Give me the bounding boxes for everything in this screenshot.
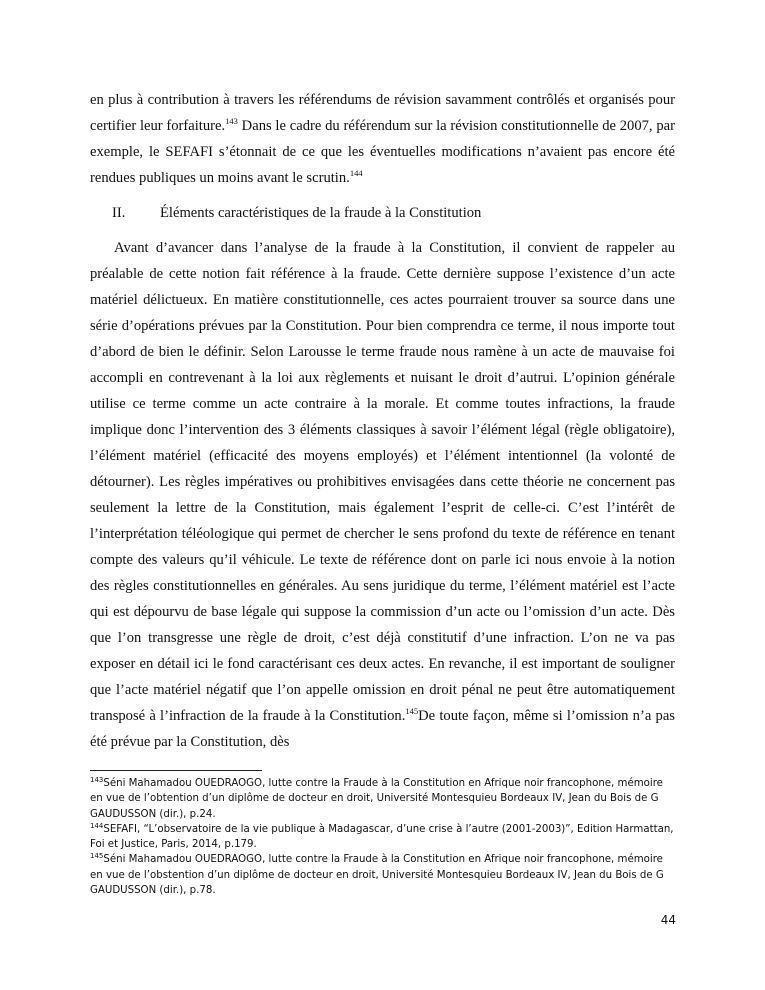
paragraph-text: De toute façon, même si l’omission n’a pas été prévue par la Constitution, dès	[90, 708, 675, 750]
footnote-ref-143[interactable]: 143	[225, 116, 238, 126]
footnote-number: 144	[90, 821, 104, 830]
footnote-text: Séni Mahamadou OUEDRAOGO, lutte contre la Fraude à la Constitution en Afrique noir francophone, mémoire en vue de l’obtention d’un diplôme de docteur en droit, Université Montesquieu Bordeaux IV, Jean du Bois de G GAUDUSSON (dir.), p.24.	[90, 778, 663, 820]
footnote-separator	[90, 770, 262, 771]
footnote	[90, 852, 675, 898]
paragraph-text: en plus à contribution à travers les référendums de révision savamment contrôlés et organisés pour certifier leur forfaiture.	[90, 92, 675, 134]
footnote-text: Séni Mahamadou OUEDRAOGO, lutte contre la Fraude à la Constitution en Afrique noir francophone, mémoire en vue de l’obstention d’un diplôme de docteur en droit, Université Montesquieu Bordeaux IV, Jean du Bois de G GAUDUSSON (dir.), p.78.	[90, 854, 664, 897]
paragraph-text: Dans le cadre du référendum sur la révision constitutionnelle de 2007, par exemple, le SEFAFI s’étonnait de ce que les éventuelles modifications n’avaient pas encore été rendues publiques un moins avant le scrutin.	[90, 118, 675, 186]
paragraph-continued	[90, 87, 675, 191]
page-number: 44	[660, 913, 676, 927]
footnotes	[90, 776, 675, 898]
footnote	[90, 776, 675, 822]
footnote-ref-145[interactable]: 145	[405, 706, 419, 716]
footnote	[90, 822, 675, 853]
section-heading	[112, 200, 652, 226]
paragraph-text: Avant d’avancer dans l’analyse de la fraude à la Constitution, il convient de rappeler au préalable de cette notion fait référence à la fraude. Cette dernière suppose l’existence d’un acte matériel délictueux. En matière constitutionnelle, ces actes pourraient trouver sa source dans une série d’opérations prévues par la Constitution. Pour bien comprendra ce terme, il nous importe tout d’abord de bien le définir. Selon Larousse le terme fraude nous ramène à un acte de mauvaise foi accompli en contrevenant à la loi aux règlements et nuisant le droit d’autrui. L’opinion générale utilise ce terme comme un acte contraire à la morale. Et comme toutes infractions, la fraude implique donc l’intervention des 3 éléments classiques à savoir l’élément légal (règle obligatoire), l’élément matériel (efficacité des moyens employés) et l’élément intentionnel (la volonté de détourner). Les règles impératives ou prohibitives envisagées dans cette théorie ne concernent pas seulement la lettre de la Constitution, mais également l’esprit de celle-ci. C’est l’intérêt de l’interprétation téléologique qui permet de chercher le sens profond du texte de référence en tenant compte des valeurs qu’il véhicule. Le texte de référence dont on parle ici nous envoie à la notion des règles constitutionnelles en générales. Au sens juridique du terme, l’élément matériel est l’acte qui est dépourvu de base légale qui suppose la commission d’un acte ou l’omission d’un acte. Dès que l’on transgresse une règle de droit, c’est déjà constitutif d’une infraction. L’on ne va pas exposer en détail ici le fond caractérisant ces deux actes. En revanche, il est important de souligner que l’acte matériel négatif que l’on appelle omission en droit pénal ne peut être automatiquement transposé à l’infraction de la fraude à la Constitution.	[90, 240, 675, 724]
paragraph	[90, 235, 675, 755]
footnote-text: SEFAFI, “L’observatoire de la vie publique à Madagascar, d’une crise à l’autre (2001-2003)”, Edition Harmattan, Foi et Justice, Paris, 2014, p.179.	[90, 823, 674, 851]
footnote-ref-144[interactable]: 144	[349, 168, 363, 178]
section-title: Éléments caractéristiques de la fraude à la Constitution	[160, 205, 482, 221]
footnote-number: 143	[90, 776, 104, 784]
section-number: II.	[112, 205, 126, 221]
footnote-number: 145	[90, 852, 104, 861]
